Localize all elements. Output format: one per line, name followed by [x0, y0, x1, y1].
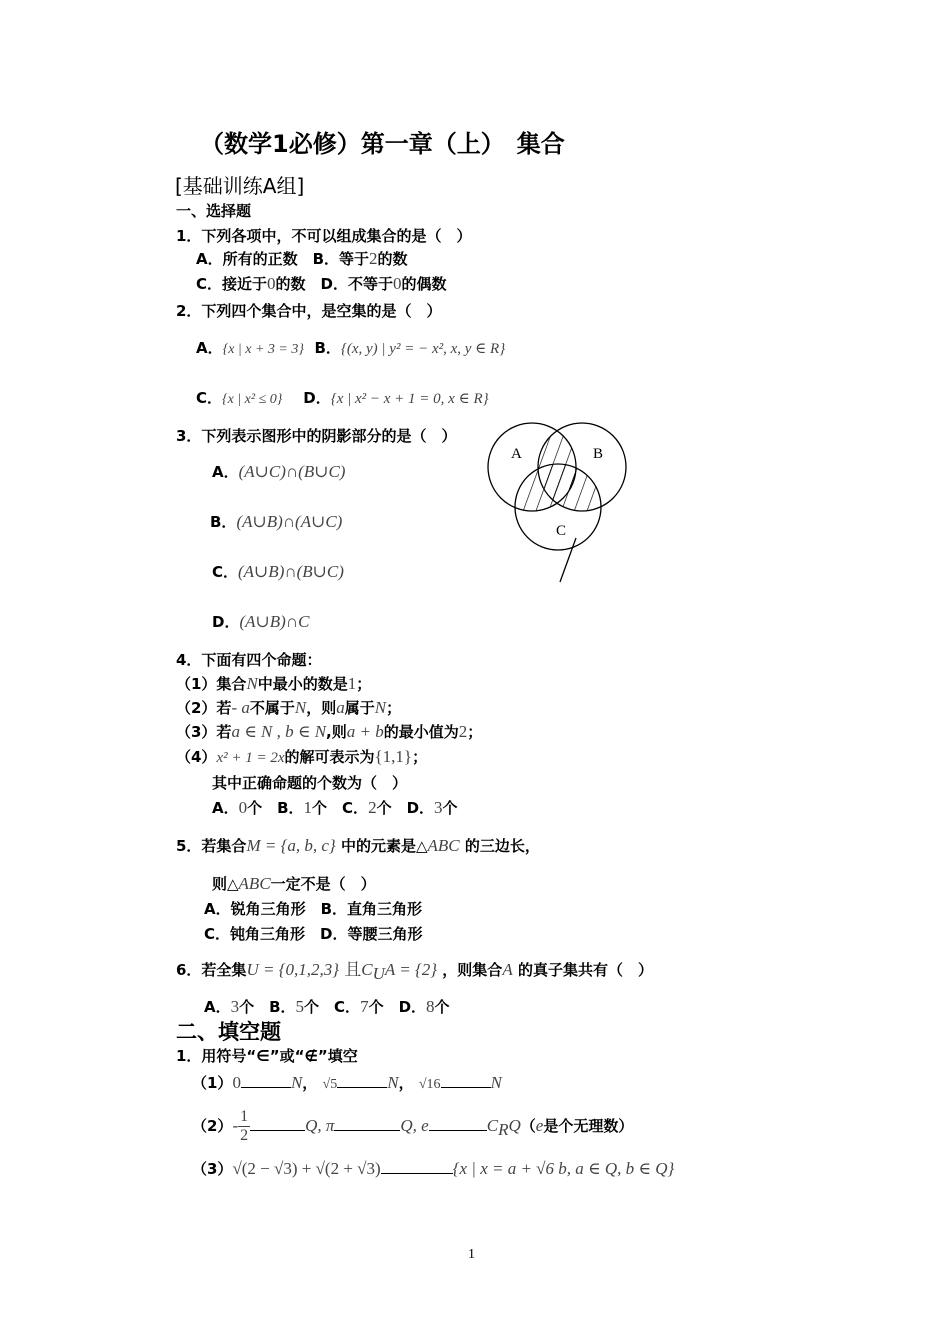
label-b: B [593, 446, 604, 462]
question-2-options-ab: A．{x | x + 3 = 3} B．{(x, y) | y² = − x², x, y ∈ R} [196, 339, 506, 357]
question-6-stem: 6．若全集U = {0,1,2,3} 且$C_UA = \{2\}$ ，则集合A 的真子集共有（ ） [176, 960, 653, 983]
question-2-options-cd: C．{x | x² ≤ 0} D．{x | x² − x + 1 = 0, x ∈ R} [196, 389, 489, 407]
question-4-options: A．0个 B．1个 C．2个 D．3个 [212, 798, 458, 817]
question-3-stem: 3．下列表示图形中的阴影部分的是（ ） [176, 427, 457, 445]
question-1-options-ab: A．所有的正数 B．等于2的数 [196, 249, 408, 268]
section-heading-fill: 二、填空题 [176, 1020, 281, 1044]
fill-1-row-1: （1）0 N， √5 N， √16 N [192, 1073, 502, 1092]
fraction: $\frac{1}{2}$ [240, 1108, 249, 1144]
answer-blank[interactable] [337, 1073, 387, 1088]
shaded-region [488, 423, 604, 550]
pointer-line [560, 538, 576, 582]
fill-1-row-3: （3）√(2 − √3) + √(2 + √3) {x | x = a + √6 b, a ∈ Q, b ∈ Q} [192, 1159, 675, 1178]
label-a: A [511, 446, 522, 462]
fill-1-row-2: （2）- $\frac{1}{2}$ Q, π Q, e $C_RQ(e$是个无理数） [192, 1108, 634, 1144]
answer-blank[interactable] [241, 1073, 291, 1088]
question-4-stem: 4．下面有四个命题： [176, 651, 322, 669]
question-6-options: A．3个 B．5个 C．7个 D．8个 [204, 997, 450, 1016]
answer-blank[interactable] [381, 1159, 453, 1174]
proposition-1: （1）集合N中最小的数是1； [176, 674, 372, 693]
page-number: 1 [468, 1247, 475, 1262]
proposition-2: （2）若- a不属于N，则a属于N； [176, 698, 402, 717]
answer-blank[interactable] [250, 1116, 305, 1131]
question-2-stem: 2．下列四个集合中，是空集的是（ ） [176, 302, 442, 320]
question-1-stem: 1．下列各项中，不可以组成集合的是（ ） [176, 227, 472, 245]
fill-1-stem: 1．用符号“∈”或“∉”填空 [176, 1047, 358, 1065]
question-3-option-a: A．(A∪C)∩(B∪C) [212, 462, 346, 481]
answer-blank[interactable] [334, 1116, 400, 1131]
question-5-options-cd: C．钝角三角形 D．等腰三角形 [204, 925, 423, 943]
label-c: C [556, 523, 567, 539]
question-5-stem: 5．若集合M = {a, b, c} 中的元素是△ABC 的三边长， [176, 836, 540, 855]
answer-blank[interactable] [429, 1116, 487, 1131]
question-3-option-b: B．(A∪B)∩(A∪C) [210, 512, 343, 531]
group-label: [基础训练A组] [175, 174, 305, 198]
proposition-3: （3）若a ∈ N , b ∈ N,则a + b的最小值为2； [176, 722, 483, 741]
question-4-count: 其中正确命题的个数为（ ） [212, 774, 408, 792]
section-heading: 一、选择题 [176, 202, 252, 220]
question-1-options-cd: C．接近于0的数 D．不等于0的偶数 [196, 274, 447, 293]
answer-blank[interactable] [441, 1073, 491, 1088]
page-title: （数学1必修）第一章（上） 集合 [200, 130, 565, 158]
proposition-4: （4）x² + 1 = 2x的解可表示为{1,1}； [176, 747, 428, 766]
question-3-option-d: D．(A∪B)∩C [212, 612, 310, 631]
venn-diagram [480, 418, 640, 588]
question-3-option-c: C．(A∪B)∩(B∪C) [212, 562, 344, 581]
question-5-conclusion: 则△ABC一定不是（ ） [212, 874, 376, 893]
question-5-options-ab: A．锐角三角形 B．直角三角形 [204, 900, 423, 918]
